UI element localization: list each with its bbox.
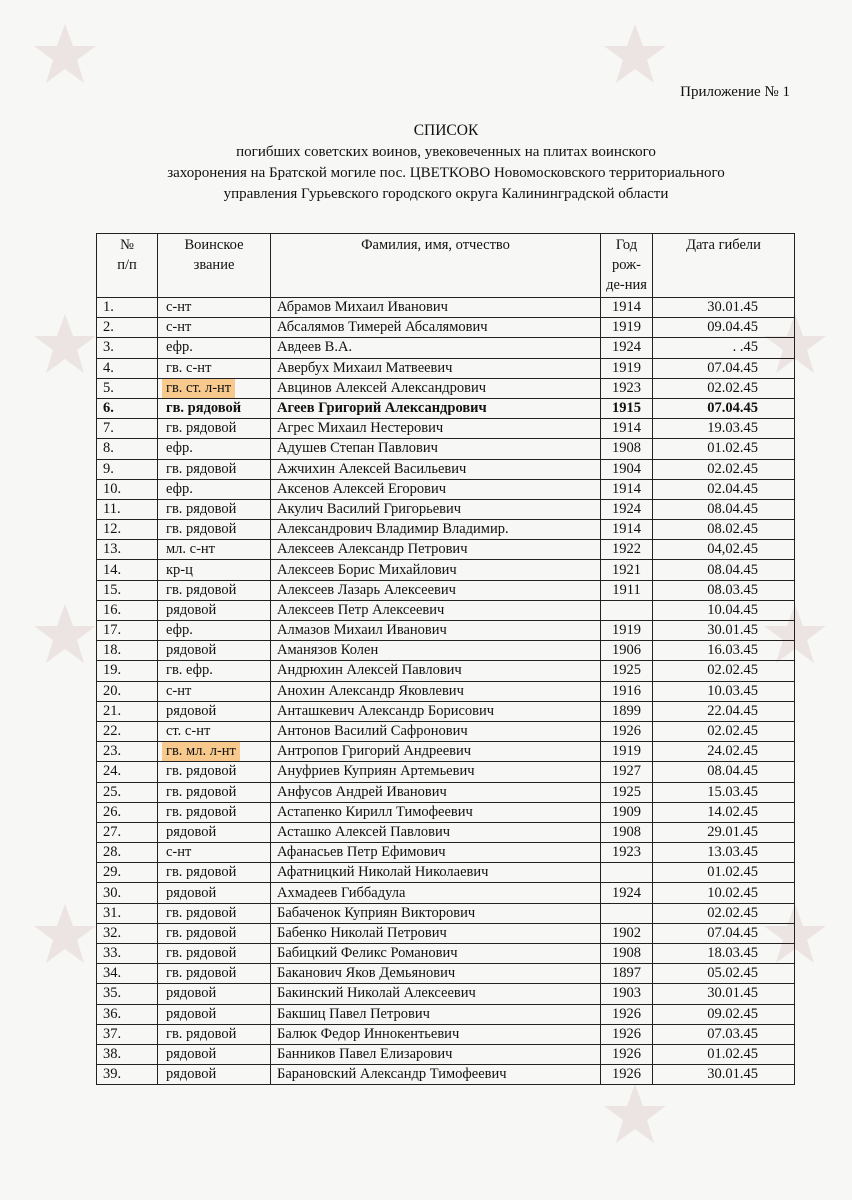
table-row — [97, 439, 795, 459]
cell-num: 16. — [97, 600, 158, 620]
cell-num: 1. — [97, 298, 158, 318]
table-row — [97, 822, 795, 842]
cell-year: 1926 — [601, 1065, 653, 1085]
cell-name: Балюк Федор Иннокентьевич — [271, 1024, 601, 1044]
cell-date: 29.01.45 — [653, 822, 795, 842]
header-name: Фамилия, имя, отчество — [271, 234, 601, 298]
cell-date: 24.02.45 — [653, 742, 795, 762]
cell-num: 4. — [97, 358, 158, 378]
cell-num: 7. — [97, 419, 158, 439]
cell-rank: рядовой — [158, 1044, 271, 1064]
table-row — [97, 520, 795, 540]
cell-year: 1897 — [601, 964, 653, 984]
table-row — [97, 338, 795, 358]
cell-name: Александрович Владимир Владимир. — [271, 520, 601, 540]
cell-num: 26. — [97, 802, 158, 822]
cell-rank: гв. рядовой — [158, 903, 271, 923]
cell-date: 08.04.45 — [653, 560, 795, 580]
cell-year: 1899 — [601, 701, 653, 721]
table-body — [97, 298, 795, 1085]
cell-num: 24. — [97, 762, 158, 782]
cell-name: Бабицкий Феликс Романович — [271, 944, 601, 964]
cell-rank: с-нт — [158, 681, 271, 701]
cell-name: Ануфриев Куприян Артемьевич — [271, 762, 601, 782]
cell-date: 01.02.45 — [653, 1044, 795, 1064]
cell-name: Абсалямов Тимерей Абсалямович — [271, 318, 601, 338]
cell-year: 1908 — [601, 944, 653, 964]
cell-date: 30.01.45 — [653, 984, 795, 1004]
cell-year: 1924 — [601, 499, 653, 519]
table-row — [97, 903, 795, 923]
cell-year: 1923 — [601, 843, 653, 863]
cell-num: 37. — [97, 1024, 158, 1044]
cell-name: Антонов Василий Сафронович — [271, 721, 601, 741]
table-row — [97, 398, 795, 418]
cell-rank: ефр. — [158, 338, 271, 358]
cell-num: 36. — [97, 1004, 158, 1024]
cell-year: 1915 — [601, 398, 653, 418]
cell-name: Бакинский Николай Алексеевич — [271, 984, 601, 1004]
document-title-block — [96, 120, 796, 205]
cell-name: Анташкевич Александр Борисович — [271, 701, 601, 721]
header-year: Год рож- де-ния — [601, 234, 653, 298]
table-row — [97, 600, 795, 620]
cell-rank — [158, 378, 271, 398]
watermark-star-icon — [600, 20, 670, 90]
cell-num: 14. — [97, 560, 158, 580]
table-row — [97, 1065, 795, 1085]
table-row — [97, 560, 795, 580]
cell-rank: гв. рядовой — [158, 499, 271, 519]
appendix-label: Приложение № 1 — [680, 84, 790, 100]
document-title: СПИСОК — [413, 122, 479, 139]
cell-rank: гв. рядовой — [158, 459, 271, 479]
cell-num: 32. — [97, 923, 158, 943]
watermark-star-icon — [30, 310, 100, 380]
cell-rank: ст. с-нт — [158, 721, 271, 741]
cell-rank: гв. рядовой — [158, 802, 271, 822]
cell-year: 1919 — [601, 742, 653, 762]
table-row — [97, 419, 795, 439]
cell-rank: мл. с-нт — [158, 540, 271, 560]
cell-date: 10.04.45 — [653, 600, 795, 620]
cell-year: 1924 — [601, 883, 653, 903]
cell-date: 30.01.45 — [653, 298, 795, 318]
cell-name: Бакшиц Павел Петрович — [271, 1004, 601, 1024]
cell-name: Алексеев Петр Алексеевич — [271, 600, 601, 620]
cell-rank: рядовой — [158, 1004, 271, 1024]
table-row — [97, 358, 795, 378]
cell-year: 1914 — [601, 298, 653, 318]
cell-num: 34. — [97, 964, 158, 984]
cell-year: 1906 — [601, 641, 653, 661]
cell-date: 02.02.45 — [653, 661, 795, 681]
cell-date: 10.03.45 — [653, 681, 795, 701]
document-subtitle-line: погибших советских воинов, увековеченных на плитах воинского — [236, 144, 656, 160]
cell-rank: гв. рядовой — [158, 964, 271, 984]
cell-year: 1903 — [601, 984, 653, 1004]
table-row — [97, 802, 795, 822]
cell-rank: рядовой — [158, 1065, 271, 1085]
cell-year: 1925 — [601, 782, 653, 802]
cell-name: Андрюхин Алексей Павлович — [271, 661, 601, 681]
cell-name: Алмазов Михаил Иванович — [271, 621, 601, 641]
cell-rank: гв. рядовой — [158, 398, 271, 418]
cell-num: 25. — [97, 782, 158, 802]
cell-year: 1926 — [601, 721, 653, 741]
table-row — [97, 499, 795, 519]
table-row — [97, 944, 795, 964]
cell-name: Абрамов Михаил Иванович — [271, 298, 601, 318]
cell-rank: гв. рядовой — [158, 782, 271, 802]
cell-date: 04,02.45 — [653, 540, 795, 560]
cell-num: 2. — [97, 318, 158, 338]
cell-name: Астапенко Кирилл Тимофеевич — [271, 802, 601, 822]
cell-year: 1908 — [601, 439, 653, 459]
cell-year: 1922 — [601, 540, 653, 560]
cell-rank: гв. рядовой — [158, 944, 271, 964]
cell-num: 20. — [97, 681, 158, 701]
cell-year: 1909 — [601, 802, 653, 822]
cell-date: 01.02.45 — [653, 439, 795, 459]
cell-num: 6. — [97, 398, 158, 418]
cell-rank: рядовой — [158, 984, 271, 1004]
header-rank: Воинское звание — [158, 234, 271, 298]
table-row — [97, 782, 795, 802]
cell-num: 10. — [97, 479, 158, 499]
document-subtitle-line: захоронения на Братской могиле пос. ЦВЕТКОВО Новомосковского территориального — [167, 165, 725, 181]
cell-name: Аксенов Алексей Егорович — [271, 479, 601, 499]
header-num: № п/п — [97, 234, 158, 298]
table-row — [97, 580, 795, 600]
cell-date: 22.04.45 — [653, 701, 795, 721]
cell-rank: с-нт — [158, 318, 271, 338]
cell-num: 19. — [97, 661, 158, 681]
cell-date: 02.02.45 — [653, 378, 795, 398]
cell-num: 27. — [97, 822, 158, 842]
cell-date: 07.03.45 — [653, 1024, 795, 1044]
cell-year — [601, 600, 653, 620]
cell-num: 15. — [97, 580, 158, 600]
table-row — [97, 843, 795, 863]
cell-date: 15.03.45 — [653, 782, 795, 802]
table-row — [97, 923, 795, 943]
cell-date: 01.02.45 — [653, 863, 795, 883]
cell-name: Анохин Александр Яковлевич — [271, 681, 601, 701]
cell-year: 1923 — [601, 378, 653, 398]
cell-date: 19.03.45 — [653, 419, 795, 439]
cell-name: Афанасьев Петр Ефимович — [271, 843, 601, 863]
cell-year: 1919 — [601, 358, 653, 378]
table-row — [97, 1024, 795, 1044]
cell-year: 1914 — [601, 419, 653, 439]
table-row — [97, 318, 795, 338]
cell-date: 05.02.45 — [653, 964, 795, 984]
table-row — [97, 721, 795, 741]
cell-name: Бабенко Николай Петрович — [271, 923, 601, 943]
cell-date: 08.02.45 — [653, 520, 795, 540]
watermark-star-icon — [30, 900, 100, 970]
cell-rank: гв. рядовой — [158, 762, 271, 782]
cell-name: Авцинов Алексей Александрович — [271, 378, 601, 398]
cell-date: 02.04.45 — [653, 479, 795, 499]
table-row — [97, 681, 795, 701]
cell-num: 18. — [97, 641, 158, 661]
watermark-star-icon — [30, 20, 100, 90]
cell-num: 38. — [97, 1044, 158, 1064]
cell-name: Ажчихин Алексей Васильевич — [271, 459, 601, 479]
casualty-table — [96, 233, 795, 1085]
cell-rank: гв. с-нт — [158, 358, 271, 378]
cell-name: Агрес Михаил Нестерович — [271, 419, 601, 439]
header-date: Дата гибели — [653, 234, 795, 298]
cell-rank: с-нт — [158, 843, 271, 863]
cell-num: 5. — [97, 378, 158, 398]
cell-date: 09.04.45 — [653, 318, 795, 338]
cell-date: 18.03.45 — [653, 944, 795, 964]
cell-rank: с-нт — [158, 298, 271, 318]
cell-name: Акулич Василий Григорьевич — [271, 499, 601, 519]
cell-rank: гв. ефр. — [158, 661, 271, 681]
table-row — [97, 298, 795, 318]
cell-num: 39. — [97, 1065, 158, 1085]
table-row — [97, 621, 795, 641]
cell-date: 08.04.45 — [653, 762, 795, 782]
cell-rank: рядовой — [158, 701, 271, 721]
table-row — [97, 378, 795, 398]
cell-date: 10.02.45 — [653, 883, 795, 903]
cell-year: 1926 — [601, 1044, 653, 1064]
cell-year: 1924 — [601, 338, 653, 358]
cell-num: 9. — [97, 459, 158, 479]
cell-rank: гв. рядовой — [158, 923, 271, 943]
cell-rank: гв. рядовой — [158, 419, 271, 439]
cell-num: 12. — [97, 520, 158, 540]
cell-year: 1919 — [601, 621, 653, 641]
cell-rank: ефр. — [158, 621, 271, 641]
table-row — [97, 459, 795, 479]
table-row — [97, 1044, 795, 1064]
cell-year — [601, 903, 653, 923]
cell-rank: рядовой — [158, 641, 271, 661]
cell-name: Афатницкий Николай Николаевич — [271, 863, 601, 883]
cell-rank: гв. рядовой — [158, 520, 271, 540]
cell-date: 16.03.45 — [653, 641, 795, 661]
cell-num: 31. — [97, 903, 158, 923]
table-row — [97, 742, 795, 762]
table-row — [97, 701, 795, 721]
cell-name: Баканович Яков Демьянович — [271, 964, 601, 984]
highlighted-rank: гв. мл. л-нт — [162, 742, 240, 761]
cell-date: 02.02.45 — [653, 459, 795, 479]
cell-name: Антропов Григорий Андреевич — [271, 742, 601, 762]
cell-year: 1911 — [601, 580, 653, 600]
cell-rank: ефр. — [158, 439, 271, 459]
cell-name: Анфусов Андрей Иванович — [271, 782, 601, 802]
cell-rank: рядовой — [158, 600, 271, 620]
cell-rank: рядовой — [158, 822, 271, 842]
cell-rank: гв. рядовой — [158, 580, 271, 600]
cell-num: 30. — [97, 883, 158, 903]
cell-rank: рядовой — [158, 883, 271, 903]
cell-date: 30.01.45 — [653, 621, 795, 641]
cell-year: 1926 — [601, 1004, 653, 1024]
cell-name: Банников Павел Елизарович — [271, 1044, 601, 1064]
cell-name: Адушев Степан Павлович — [271, 439, 601, 459]
cell-num: 22. — [97, 721, 158, 741]
cell-date: 13.03.45 — [653, 843, 795, 863]
watermark-star-icon — [30, 600, 100, 670]
highlighted-rank: гв. ст. л-нт — [162, 379, 235, 398]
table-row — [97, 540, 795, 560]
cell-date: 07.04.45 — [653, 923, 795, 943]
cell-date: 07.04.45 — [653, 398, 795, 418]
table-row — [97, 1004, 795, 1024]
document-subtitle-line: управления Гурьевского городского округа Калининградской области — [223, 186, 669, 202]
cell-num: 29. — [97, 863, 158, 883]
cell-num: 28. — [97, 843, 158, 863]
table-row — [97, 661, 795, 681]
cell-date: 08.04.45 — [653, 499, 795, 519]
cell-name: Алексеев Александр Петрович — [271, 540, 601, 560]
cell-year: 1902 — [601, 923, 653, 943]
table-row — [97, 762, 795, 782]
cell-rank: кр-ц — [158, 560, 271, 580]
table-row — [97, 883, 795, 903]
table-header-row — [97, 234, 795, 298]
cell-year: 1926 — [601, 1024, 653, 1044]
cell-date: 14.02.45 — [653, 802, 795, 822]
cell-name: Авербух Михаил Матвеевич — [271, 358, 601, 378]
cell-year: 1916 — [601, 681, 653, 701]
cell-num: 33. — [97, 944, 158, 964]
cell-name: Ахмадеев Гиббадула — [271, 883, 601, 903]
cell-date: 07.04.45 — [653, 358, 795, 378]
table-row — [97, 984, 795, 1004]
cell-name: Авдеев В.А. — [271, 338, 601, 358]
table-row — [97, 964, 795, 984]
cell-name: Алексеев Лазарь Алексеевич — [271, 580, 601, 600]
cell-rank: гв. рядовой — [158, 1024, 271, 1044]
cell-date: . .45 — [653, 338, 795, 358]
table-row — [97, 863, 795, 883]
watermark-star-icon — [600, 1080, 670, 1150]
cell-num: 11. — [97, 499, 158, 519]
table-row — [97, 641, 795, 661]
cell-name: Асташко Алексей Павлович — [271, 822, 601, 842]
cell-date: 09.02.45 — [653, 1004, 795, 1024]
cell-name: Барановский Александр Тимофеевич — [271, 1065, 601, 1085]
cell-num: 13. — [97, 540, 158, 560]
cell-date: 02.02.45 — [653, 721, 795, 741]
cell-year — [601, 863, 653, 883]
cell-year: 1919 — [601, 318, 653, 338]
cell-name: Агеев Григорий Александрович — [271, 398, 601, 418]
cell-year: 1908 — [601, 822, 653, 842]
cell-num: 21. — [97, 701, 158, 721]
cell-date: 02.02.45 — [653, 903, 795, 923]
cell-num: 17. — [97, 621, 158, 641]
cell-name: Алексеев Борис Михайлович — [271, 560, 601, 580]
cell-num: 35. — [97, 984, 158, 1004]
cell-year: 1914 — [601, 479, 653, 499]
cell-rank: ефр. — [158, 479, 271, 499]
cell-year: 1904 — [601, 459, 653, 479]
cell-num: 3. — [97, 338, 158, 358]
cell-year: 1925 — [601, 661, 653, 681]
cell-num: 8. — [97, 439, 158, 459]
cell-year: 1921 — [601, 560, 653, 580]
cell-name: Аманязов Колен — [271, 641, 601, 661]
cell-name: Бабаченок Куприян Викторович — [271, 903, 601, 923]
cell-year: 1914 — [601, 520, 653, 540]
cell-rank: гв. рядовой — [158, 863, 271, 883]
cell-num: 23. — [97, 742, 158, 762]
table-row — [97, 479, 795, 499]
cell-rank — [158, 742, 271, 762]
cell-year: 1927 — [601, 762, 653, 782]
cell-date: 08.03.45 — [653, 580, 795, 600]
cell-date: 30.01.45 — [653, 1065, 795, 1085]
